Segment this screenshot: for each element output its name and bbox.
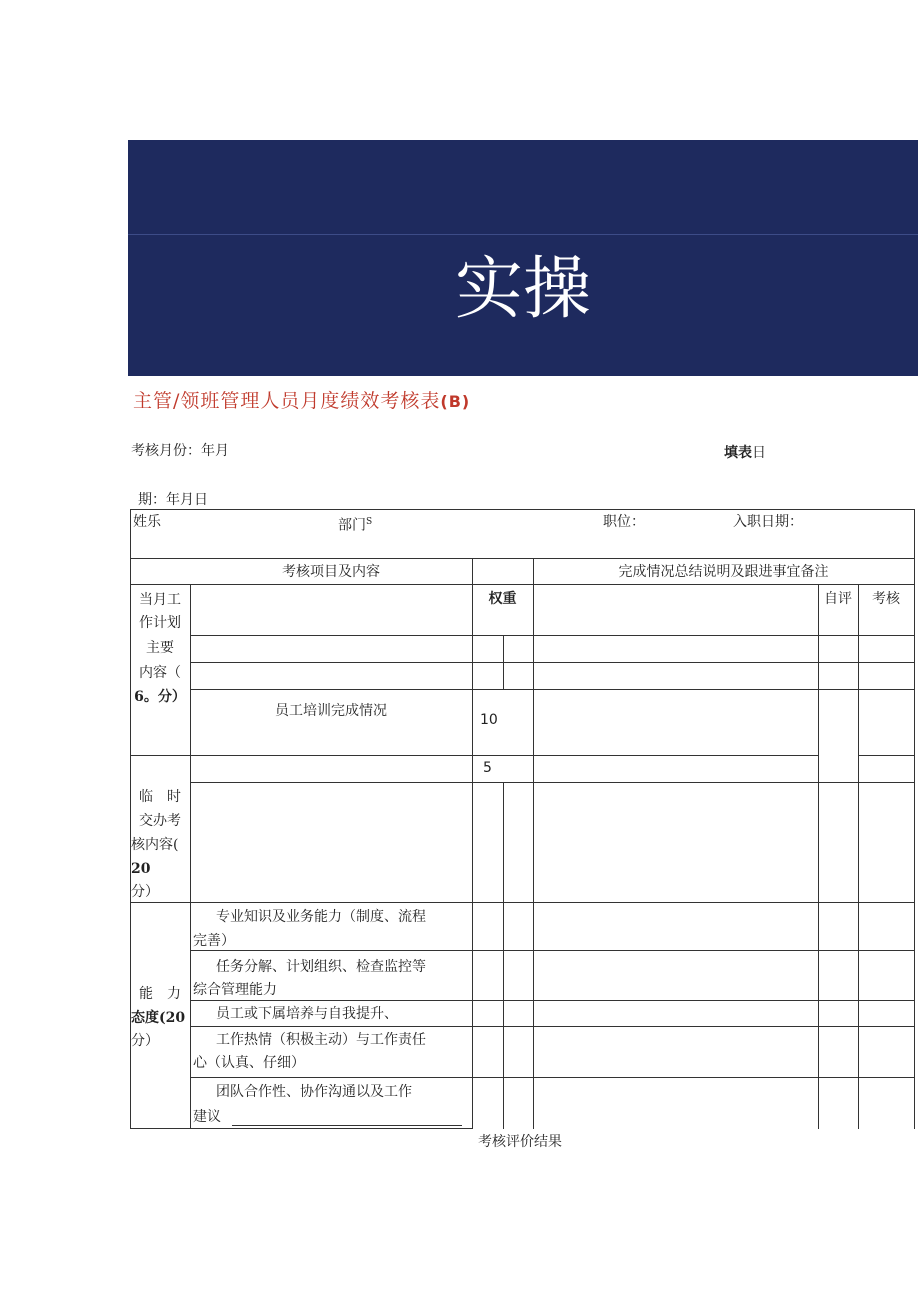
ability-item-5-line1: 团队合作性、协作沟通以及工作 <box>216 1084 412 1100</box>
table-col <box>190 584 191 1129</box>
section-plan-line3: 主要 <box>146 640 174 656</box>
table-rule <box>190 1000 915 1001</box>
ability-item-2-line1: 任务分解、计划组织、检查监控等 <box>216 959 426 975</box>
row-training: 员工培训完成情况 <box>275 703 387 719</box>
table-col <box>533 558 534 1129</box>
table-col <box>818 782 819 1129</box>
ability-item-3: 员工或下属培养与自我提升、 <box>216 1006 398 1022</box>
temp-weight: 5 <box>483 760 492 776</box>
table-rule <box>130 584 915 585</box>
fill-day: 日 <box>752 445 766 461</box>
table-rule <box>190 689 915 690</box>
col-summary: 完成情况总结说明及跟进事宜备注 <box>618 564 829 580</box>
col-self-eval: 自评 <box>824 591 852 607</box>
table-rule <box>190 635 915 636</box>
section-temp-line4: 20 <box>131 861 151 877</box>
table-rule <box>130 558 915 559</box>
ability-item-4-line2: 心（认真、仔细） <box>193 1055 305 1071</box>
section-plan-line2: 作计划 <box>139 615 181 631</box>
entry-date-label: 入职日期： <box>733 514 803 530</box>
name-label: 姓乐 <box>133 514 161 530</box>
table-border-bottom <box>130 1128 472 1129</box>
section-temp-line3: 核内容( <box>131 837 179 853</box>
ability-item-5-line2: 建议 <box>193 1109 221 1125</box>
ability-item-4-line1: 工作热情（积极主动）与工作责任 <box>216 1032 426 1048</box>
table-rule <box>130 755 818 756</box>
col-weight: 权重 <box>488 591 517 607</box>
training-weight: 10 <box>480 712 498 728</box>
table-col <box>858 584 859 1129</box>
fill-label: 填表 <box>724 445 752 461</box>
table-col <box>503 635 504 689</box>
banner-title-line2: 实操 <box>454 250 591 329</box>
suggestion-underline <box>232 1125 462 1126</box>
col-project: 考核项目及内容 <box>282 564 380 580</box>
evaluation-result: 考核评价结果 <box>478 1134 562 1150</box>
section-plan-line5: 6。分） <box>134 689 186 705</box>
table-col <box>472 558 473 1129</box>
table-rule <box>190 950 915 951</box>
table-rule <box>190 1026 915 1027</box>
table-rule <box>130 902 915 903</box>
table-rule <box>190 1077 915 1078</box>
section-ability-line3: 分） <box>131 1033 159 1049</box>
section-plan-line4: 内容（ <box>139 665 181 681</box>
section-ability-line1: 能 力 <box>139 986 181 1002</box>
col-review: 考核 <box>872 591 900 607</box>
ability-item-2-line2: 综合管理能力 <box>193 982 277 998</box>
table-rule <box>858 755 915 756</box>
banner-title-line1: 会计 <box>454 16 591 95</box>
dept-mark: S <box>366 517 373 527</box>
table-border-right <box>914 509 915 1129</box>
dept-text: 部门 <box>338 517 366 534</box>
section-plan-line1: 当月工 <box>139 592 181 608</box>
section-temp-line2: 交办考 <box>139 813 181 829</box>
dept-label <box>338 510 372 538</box>
section-temp-line5: 分） <box>131 884 159 900</box>
form-title-text: 主管/领班管理人员月度绩效考核表 <box>133 390 441 412</box>
assessment-month: 考核月份：年月 <box>131 443 229 459</box>
section-temp-line1: 临 时 <box>139 789 181 805</box>
position-label: 职位： <box>603 514 645 530</box>
ability-item-1-line2: 完善） <box>193 933 235 949</box>
form-title-suffix: (B) <box>440 392 471 411</box>
ability-item-1-line1: 专业知识及业务能力（制度、流程 <box>216 909 426 925</box>
section-ability-line2: 态度(20 <box>131 1010 186 1026</box>
table-col <box>818 584 819 782</box>
table-rule <box>190 782 915 783</box>
fill-date: 期：年月日 <box>138 492 208 508</box>
table-col <box>503 782 504 1129</box>
table-rule <box>190 662 915 663</box>
